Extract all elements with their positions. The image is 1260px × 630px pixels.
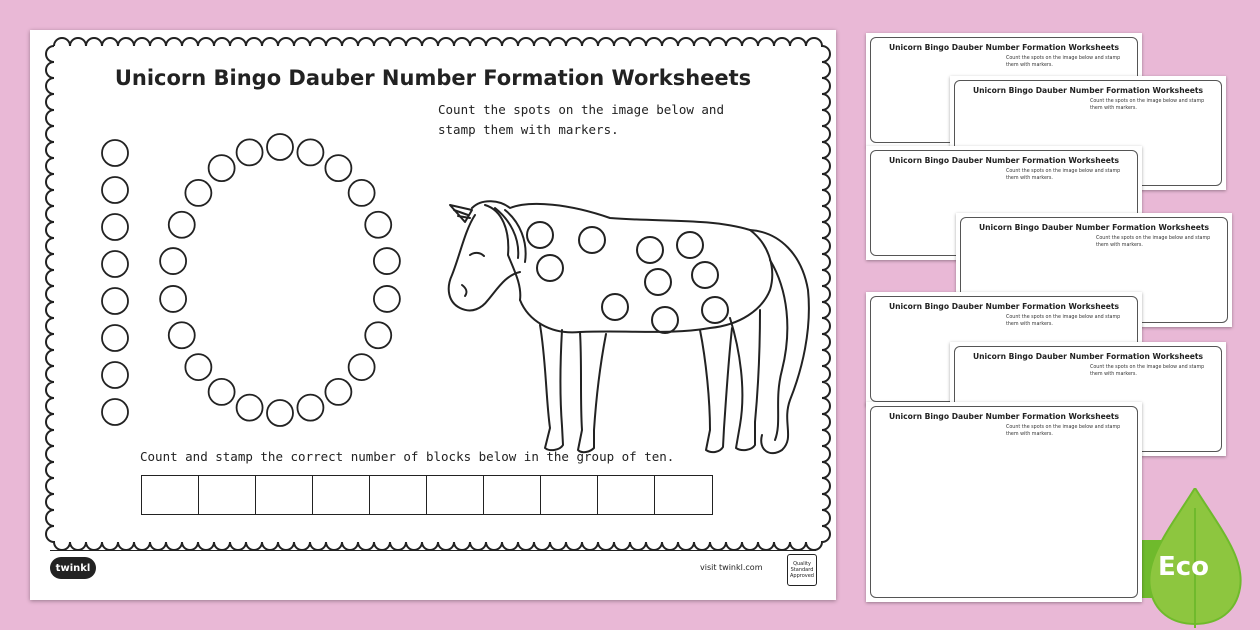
thumbnail-title: Unicorn Bingo Dauber Number Formation Worksheets (888, 156, 1120, 165)
dauber-dot (209, 155, 235, 181)
dauber-dot (297, 139, 323, 165)
dauber-dot (102, 399, 128, 425)
thumbnail-instruction: Count the spots on the image below and stamp them with markers. (1006, 56, 1121, 68)
dauber-dot (169, 322, 195, 348)
dauber-dot (160, 248, 186, 274)
thumbnail-instruction: Count the spots on the image below and stamp them with markers. (1006, 169, 1121, 181)
dauber-dot (237, 139, 263, 165)
dauber-dot (267, 400, 293, 426)
thumbnail-instruction: Count the spots on the image below and stamp them with markers. (1006, 315, 1121, 327)
dauber-dot (325, 155, 351, 181)
dauber-dot (102, 177, 128, 203)
thumbnail-title: Unicorn Bingo Dauber Number Formation Worksheets (888, 302, 1120, 311)
ten-frame-block (484, 476, 541, 514)
ten-frame-block (427, 476, 484, 514)
main-worksheet (30, 30, 836, 600)
dauber-dot (102, 251, 128, 277)
thumbnail-title: Unicorn Bingo Dauber Number Formation Worksheets (972, 352, 1204, 361)
dauber-dot (365, 322, 391, 348)
dauber-dot (374, 286, 400, 312)
dauber-dot (160, 286, 186, 312)
thumbnail-title: Unicorn Bingo Dauber Number Formation Worksheets (888, 43, 1120, 52)
eco-tag: Eco (1158, 552, 1210, 582)
ten-frame-block (142, 476, 199, 514)
ten-frame-block (370, 476, 427, 514)
thumbnail-title: Unicorn Bingo Dauber Number Formation Worksheets (972, 86, 1204, 95)
dauber-dot (185, 354, 211, 380)
thumbnail-title: Unicorn Bingo Dauber Number Formation Worksheets (978, 223, 1210, 232)
worksheet-thumbnail[interactable] (866, 402, 1142, 602)
dauber-dot (102, 140, 128, 166)
dauber-dot (209, 379, 235, 405)
dauber-dot (325, 379, 351, 405)
ten-frame-block (313, 476, 370, 514)
dauber-dot (169, 212, 195, 238)
worksheet-title: Unicorn Bingo Dauber Number Formation Worksheets (114, 66, 752, 90)
ten-frame-block (541, 476, 598, 514)
thumbnail-instruction: Count the spots on the image below and stamp them with markers. (1096, 236, 1211, 248)
dauber-dot (349, 180, 375, 206)
ten-frame-blocks (141, 475, 713, 515)
ten-frame-block (655, 476, 712, 514)
twinkl-logo: twinkl (50, 557, 96, 579)
visit-link-text: visit twinkl.com (700, 563, 763, 572)
thumbnail-instruction: Count the spots on the image below and stamp them with markers. (1006, 425, 1121, 437)
dauber-dot (297, 395, 323, 421)
spots-instruction: Count the spots on the image below and stamp them with markers. (438, 102, 724, 137)
unicorn-illustration (410, 160, 820, 480)
ten-frame-block (199, 476, 256, 514)
dauber-dot (185, 180, 211, 206)
ten-frame-block (598, 476, 655, 514)
thumbnail-instruction: Count the spots on the image below and stamp them with markers. (1090, 99, 1205, 111)
dauber-dot (237, 395, 263, 421)
thumbnail-instruction: Count the spots on the image below and stamp them with markers. (1090, 365, 1205, 377)
dauber-dot (349, 354, 375, 380)
footer-divider (50, 550, 816, 551)
dauber-dot (102, 214, 128, 240)
dauber-dot (365, 212, 391, 238)
dauber-dot (374, 248, 400, 274)
dauber-dot (267, 134, 293, 160)
dauber-dot (102, 288, 128, 314)
thumbnail-title: Unicorn Bingo Dauber Number Formation Worksheets (888, 412, 1120, 421)
ten-frame-block (256, 476, 313, 514)
dauber-dot (102, 325, 128, 351)
dauber-dot (102, 362, 128, 388)
quality-badge-icon: Quality Standard Approved (787, 554, 817, 586)
blocks-instruction: Count and stamp the correct number of blocks below in the group of ten. (140, 449, 675, 464)
